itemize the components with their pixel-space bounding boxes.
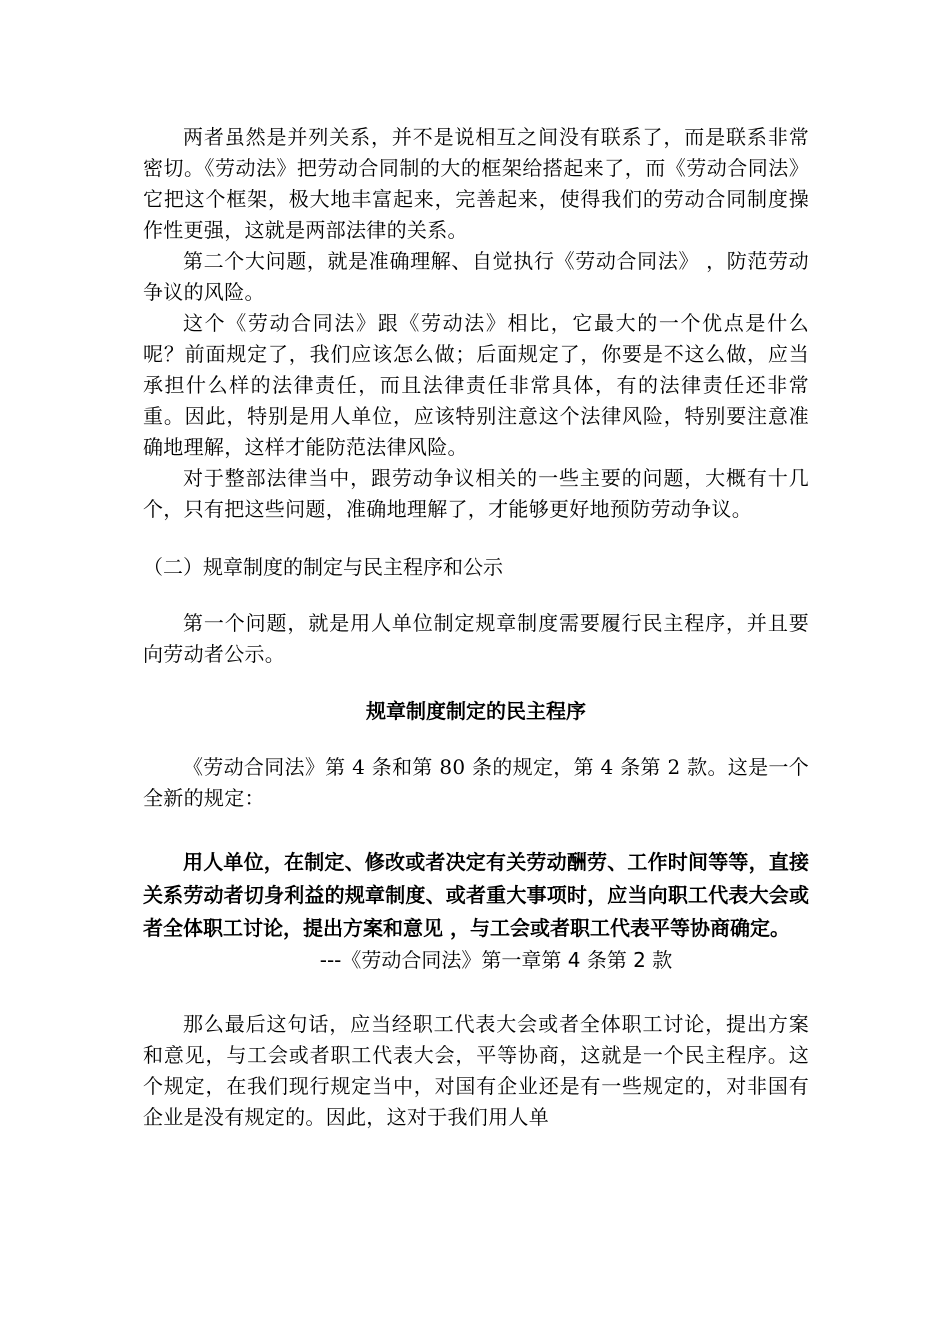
section-intro-paragraph: 第一个问题，就是用人单位制定规章制度需要履行民主程序，并且要向劳动者公示。	[143, 611, 809, 666]
law-quote-source: ---《劳动合同法》第一章第 4 条第 2 款	[319, 948, 673, 972]
section-heading: （二）规章制度的制定与民主程序和公示	[143, 555, 503, 579]
body-paragraph: 两者虽然是并列关系，并不是说相互之间没有联系了，而是联系非常密切。《劳动法》把劳动合同制的大的框架给搭起来了，而《劳动合同法》它把这个框架，极大地丰富起来，完善起来，使得我们的劳动合同制度操作性更强，这就是两部法律的关系。	[143, 125, 809, 242]
law-quote-block	[143, 846, 809, 976]
body-paragraph: 对于整部法律当中，跟劳动争议相关的一些主要的问题，大概有十几个，只有把这些问题，准确地理解了，才能够更好地预防劳动争议。	[143, 466, 809, 521]
center-title: 规章制度制定的民主程序	[366, 699, 586, 723]
closing-paragraph: 那么最后这句话，应当经职工代表大会或者全体职工讨论，提出方案和意见，与工会或者职工代表大会，平等协商，这就是一个民主程序。这个规定，在我们现行规定当中，对国有企业还是有一些规定的，对非国有企业是没有规定的。因此，这对于我们用人单	[143, 1012, 809, 1129]
body-paragraph: 第二个大问题，就是准确理解、自觉执行《劳动合同法》 ，防范劳动争议的风险。	[143, 249, 809, 304]
body-paragraph: 这个《劳动合同法》跟《劳动法》相比，它最大的一个优点是什么呢？前面规定了，我们应该怎么做；后面规定了，你要是不这么做，应当承担什么样的法律责任，而且法律责任非常具体，有的法律责任还非常重。因此，特别是用人单位，应该特别注意这个法律风险，特别要注意准确地理解，这样才能防范法律风险。	[143, 311, 809, 459]
law-reference-paragraph: 《劳动合同法》第 4 条和第 80 条的规定，第 4 条第 2 款。这是一个全新的规定：	[143, 755, 809, 810]
law-quote-text: 用人单位，在制定、修改或者决定有关劳动酬劳、工作时间等等，直接关系劳动者切身利益的规章制度、或者重大事项时，应当向职工代表大会或者全体职工讨论，提出方案和意见 ，与工会或者职工代表平等协商确定。	[143, 850, 809, 940]
document-page	[143, 122, 809, 1133]
